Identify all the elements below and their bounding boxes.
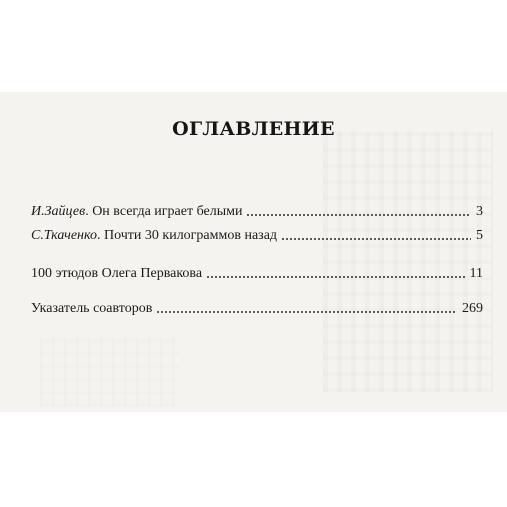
toc-entry <box>31 301 483 318</box>
bleed-through-text <box>323 132 493 392</box>
toc-entry-author: С.Ткаченко <box>31 228 97 243</box>
toc-entry-page-number: 269 <box>462 301 483 316</box>
toc-entry-page-number: 3 <box>476 204 483 219</box>
toc-entry <box>31 266 483 283</box>
page-title: ОГЛАВЛЕНИЕ <box>172 118 335 140</box>
toc-entry-page-number: 11 <box>469 266 483 281</box>
toc-entry-title: 100 этюдов Олега Первакова <box>31 266 203 281</box>
dot-leader <box>246 213 471 217</box>
bleed-through-diagram <box>40 337 180 407</box>
toc-entry-label <box>31 204 242 221</box>
toc-entry-title: . Почти 30 килограммов назад <box>97 228 278 243</box>
toc-entry-label <box>31 301 152 318</box>
dot-leader <box>206 275 464 279</box>
toc-entry-page-number: 5 <box>476 228 483 243</box>
toc-entry-title: . Он всегда играет белыми <box>85 204 243 219</box>
toc-entry <box>31 228 483 245</box>
dot-leader <box>156 310 457 314</box>
toc-entry-label <box>31 266 202 283</box>
toc-entry-label <box>31 228 277 245</box>
toc-entry-author: И.Зайцев <box>31 204 86 219</box>
dot-leader <box>281 237 471 241</box>
toc-entry <box>31 204 483 221</box>
book-page <box>0 92 507 412</box>
toc-entry-title: Указатель соавторов <box>31 301 153 316</box>
